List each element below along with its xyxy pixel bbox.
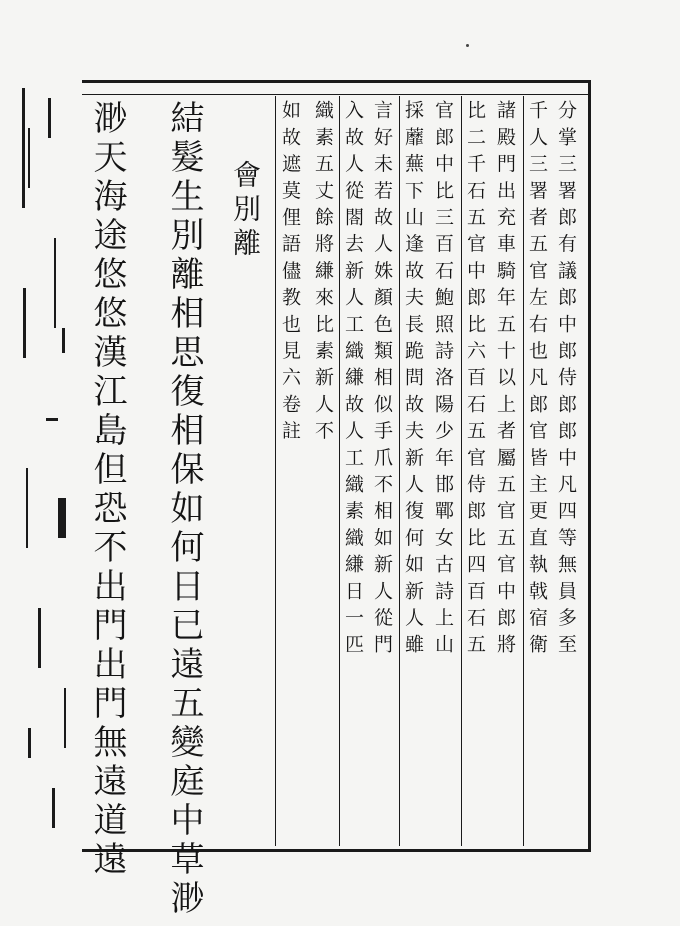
annotation-column-5: 採蘼蕪下山逢故夫長跪問故夫新人復何如新人雖	[402, 100, 424, 661]
annotation-column-9: 千人三署者五官左右也凡郎官皆主更直執戟宿衛	[526, 100, 548, 661]
column-rule	[461, 96, 462, 846]
annotation-column-7: 比二千石五官中郎比六百石五官侍郎比四百石五	[464, 100, 486, 661]
poem-title: 會別離	[229, 160, 262, 262]
column-rule	[523, 96, 524, 846]
frame-top-rule	[82, 94, 591, 95]
annotation-column-8: 諸殿門出充車騎年五十以上者屬五官五官中郎將	[494, 100, 516, 661]
ink-speck	[466, 44, 469, 47]
annotation-column-2: 織素五丈餘將縑來比素新人不	[312, 100, 334, 448]
facing-page-edge	[18, 88, 76, 838]
annotation-column-1: 如故遮莫俚語儘教也見六卷註	[279, 100, 301, 448]
main-text-column-2: 結髮生別離相思復相保如何日已遠五變庭中草渺	[164, 100, 204, 919]
column-rule	[339, 96, 340, 846]
annotation-column-10: 分掌三署郎有議郎中郎侍郎郎中凡四等無員多至	[555, 100, 577, 661]
main-text-column-1: 渺天海途悠悠漢江島但恐不出門出門無遠道遠	[87, 100, 127, 880]
annotation-column-3: 入故人從閤去新人工織縑故人工織素織縑日一匹	[342, 100, 364, 661]
annotation-column-4: 言好未若故人姝顏色類相似手爪不相如新人從門	[371, 100, 393, 661]
column-rule	[275, 96, 276, 846]
annotation-column-6: 官郎中比三百石鮑照詩洛陽少年邯鄲女古詩上山	[432, 100, 454, 661]
column-rule	[399, 96, 400, 846]
